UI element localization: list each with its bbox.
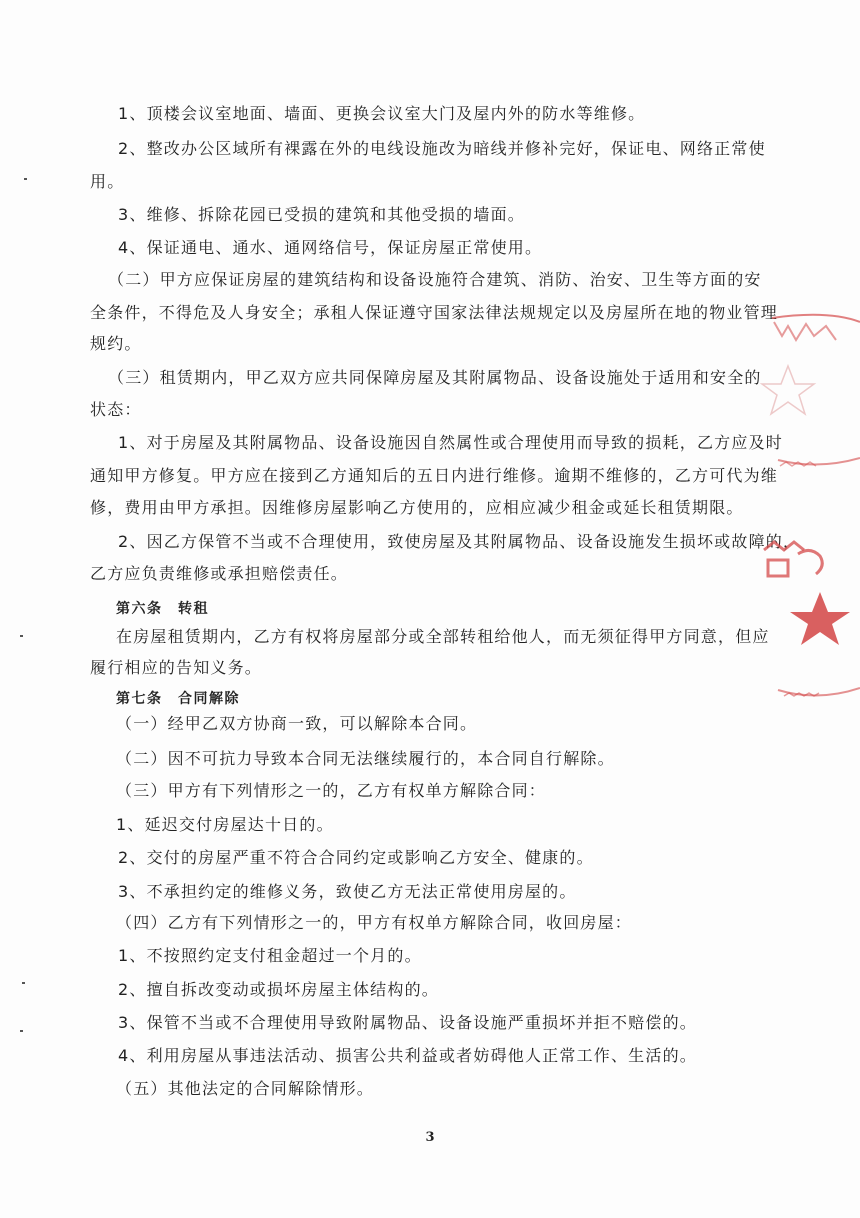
text-line: 2、擅自拆改变动或损坏房屋主体结构的。	[118, 980, 439, 999]
text-line: 在房屋租赁期内，乙方有权将房屋部分或全部转租给他人，而无须征得甲方同意，但应	[116, 627, 770, 646]
seal-impression-upper	[758, 310, 860, 480]
text-line: 1、延迟交付房屋达十日的。	[116, 815, 334, 834]
scan-speck	[20, 1030, 23, 1032]
section-heading-6: 第六条 转租	[116, 601, 209, 617]
text-line: 通知甲方修复。甲方应在接到乙方通知后的五日内进行维修。逾期不维修的，乙方可代为维	[90, 466, 779, 485]
text-line: 用。	[90, 172, 125, 191]
text-line: 4、利用房屋从事违法活动、损害公共利益或者妨碍他人正常工作、生活的。	[118, 1046, 697, 1065]
text-line: （四）乙方有下列情形之一的，甲方有权单方解除合同，收回房屋：	[116, 913, 633, 932]
scan-speck	[22, 982, 25, 984]
text-line: 状态：	[90, 400, 142, 419]
scan-speck	[20, 635, 23, 637]
text-line: （二）甲方应保证房屋的建筑结构和设备设施符合建筑、消防、治安、卫生等方面的安	[108, 270, 762, 289]
text-line: 乙方应负责维修或承担赔偿责任。	[90, 564, 349, 583]
text-line: （一）经甲乙双方协商一致，可以解除本合同。	[116, 714, 478, 733]
text-line: （五）其他法定的合同解除情形。	[116, 1079, 375, 1098]
text-line: （三）甲方有下列情形之一的，乙方有权单方解除合同：	[116, 781, 547, 800]
text-line: 2、整改办公区域所有裸露在外的电线设施改为暗线并修补完好，保证电、网络正常使	[118, 139, 766, 158]
text-line: 1、对于房屋及其附属物品、设备设施因自然属性或合理使用而导致的损耗，乙方应及时	[118, 433, 783, 452]
text-line: 1、顶楼会议室地面、墙面、更换会议室大门及屋内外的防水等维修。	[118, 104, 646, 123]
text-line: （三）租赁期内，甲乙双方应共同保障房屋及其附属物品、设备设施处于适用和安全的	[108, 368, 762, 387]
text-line: （二）因不可抗力导致本合同无法继续履行的，本合同自行解除。	[116, 749, 615, 768]
partial-seal-graphic	[758, 520, 860, 720]
section-heading-7: 第七条 合同解除	[116, 691, 240, 707]
text-line: 2、交付的房屋严重不符合合同约定或影响乙方安全、健康的。	[118, 848, 594, 867]
text-line: 3、维修、拆除花园已受损的建筑和其他受损的墙面。	[118, 205, 525, 224]
scan-speck	[24, 178, 27, 180]
partial-seal-graphic	[758, 310, 860, 480]
text-line: 4、保证通电、通水、通网络信号，保证房屋正常使用。	[118, 238, 543, 257]
text-line: 规约。	[90, 334, 142, 353]
text-line: 全条件，不得危及人身安全；承租人保证遵守国家法律法规规定以及房屋所在地的物业管理	[90, 303, 779, 322]
text-line: 3、不承担约定的维修义务，致使乙方无法正常使用房屋的。	[118, 882, 577, 901]
text-line: 履行相应的告知义务。	[90, 658, 263, 677]
seal-impression-lower	[758, 520, 860, 720]
page-number: 3	[425, 1130, 435, 1145]
text-line: 3、保管不当或不合理使用导致附属物品、设备设施严重损坏并拒不赔偿的。	[118, 1013, 697, 1032]
text-line: 1、不按照约定支付租金超过一个月的。	[118, 946, 422, 965]
text-line: 2、因乙方保管不当或不合理使用，致使房屋及其附属物品、设备设施发生损坏或故障的，	[118, 532, 801, 551]
text-line: 修，费用由甲方承担。因维修房屋影响乙方使用的，应相应减少租金或延长租赁期限。	[90, 498, 744, 517]
